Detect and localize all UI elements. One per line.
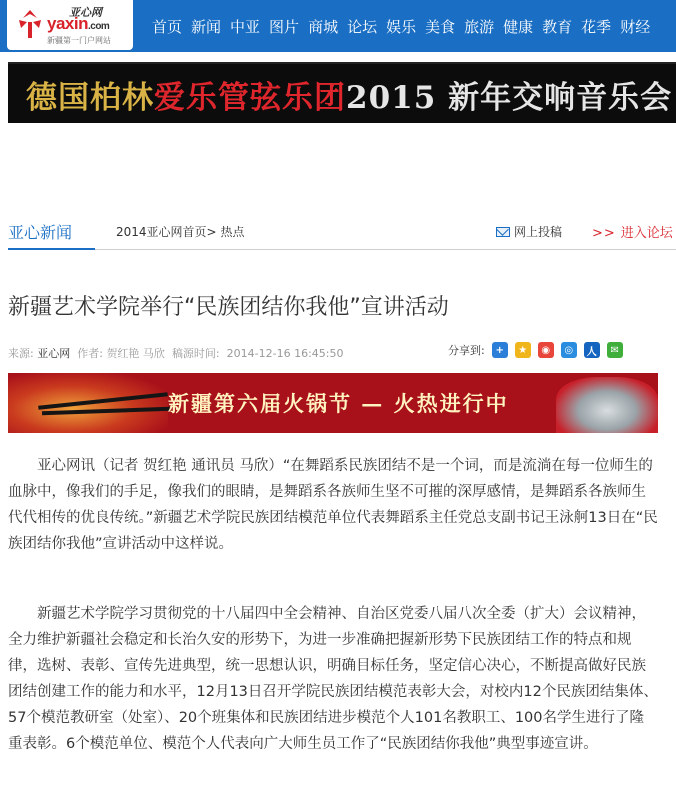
- nav-item-mall[interactable]: 商城: [308, 17, 339, 36]
- article-paragraph-2: 新疆艺术学院学习贯彻党的十八届四中全会精神、自治区党委八届八次全委（扩大）会议精神，全力维护新疆社会稳定和长治久安的形势下，为进一步准确把握新形势下民族团结工作的特点和规律，选树、表彰、宣传先进典型，统一思想认识，明确目标任务，坚定信心决心，不断提高做好民族团结创建工作的能力和水平，12月13日召开学院民族团结模范表彰大会，对校内12个民族团结集体、57个模范教研室（处室）、20个班集体和民族团结进步模范个人101名教职工、100名学生进行了隆重表彰。6个模范单位、模范个人代表向广大师生员工作了“民族团结你我他”典型事迹宣讲。: [8, 606, 658, 752]
- wechat-icon[interactable]: ✉: [607, 342, 623, 358]
- nav-item-central-asia[interactable]: 中亚: [230, 17, 261, 36]
- main-nav: [152, 0, 659, 52]
- hotpot-graphic: [556, 377, 658, 433]
- logo-mark-icon: [15, 8, 45, 40]
- source-value: 亚心网: [37, 347, 71, 360]
- plus-icon[interactable]: +: [492, 342, 508, 358]
- tencent-icon[interactable]: 人: [584, 342, 600, 358]
- top-nav-bar: [0, 0, 676, 52]
- banner-part-2: 爱乐管弦乐团: [154, 80, 346, 116]
- logo-cn-text: 亚心网: [69, 6, 102, 19]
- logo-tagline: 新疆第一门户网站: [47, 36, 111, 45]
- banner-part-3: 2015 新年交响音乐会: [346, 80, 673, 116]
- logo-domain: .com: [87, 21, 110, 32]
- breadcrumb-bar: [8, 212, 676, 250]
- renren-icon[interactable]: ◎: [561, 342, 577, 358]
- nav-item-education[interactable]: 教育: [542, 17, 573, 36]
- nav-item-forum[interactable]: 论坛: [347, 17, 378, 36]
- submit-label: 网上投稿: [514, 225, 563, 239]
- share-bar: [448, 342, 623, 358]
- time-value: 2014-12-16 16:45:50: [226, 347, 344, 360]
- qzone-icon[interactable]: ★: [515, 342, 531, 358]
- nav-item-news[interactable]: 新闻: [191, 17, 222, 36]
- breadcrumb-separator: >: [206, 225, 217, 239]
- article-paragraph-1: 亚心网讯（记者 贺红艳 通讯员 马欣）“在舞蹈系民族团结不是一个词，而是流淌在每一位师生的血脉中，像我们的手足，像我们的眼睛，是舞蹈系各族师生坚不可摧的深厚感情，是舞蹈系各族师生代代相传的优良传统。”新疆艺术学院民族团结模范单位代表舞蹈系主任党总支副书记王泳舸13日在“民族团结你我他”宣讲活动中这样说。: [8, 458, 658, 552]
- time-label: 稿源时间:: [171, 347, 220, 360]
- nav-item-finance[interactable]: 财经: [620, 17, 651, 36]
- section-underline: [8, 248, 95, 250]
- concert-banner-text: [26, 72, 672, 117]
- author-label: 作者:: [77, 347, 103, 360]
- logo-en-text: [47, 14, 109, 34]
- enter-forum-link[interactable]: [592, 222, 673, 241]
- concert-banner-ad[interactable]: [8, 62, 676, 123]
- banner-part-1: 德国柏林: [26, 80, 154, 116]
- nav-item-food[interactable]: 美食: [425, 17, 456, 36]
- article-meta: [8, 345, 343, 361]
- weibo-icon[interactable]: ◉: [538, 342, 554, 358]
- site-logo[interactable]: [7, 0, 133, 50]
- article-title: 新疆艺术学院举行“民族团结你我他”宣讲活动: [8, 295, 449, 320]
- nav-item-pictures[interactable]: 图片: [269, 17, 300, 36]
- breadcrumb-current[interactable]: 热点: [220, 225, 245, 239]
- breadcrumb-home-link[interactable]: 2014亚心网首页: [116, 225, 207, 239]
- forum-label: 进入论坛: [620, 226, 673, 241]
- section-name[interactable]: 亚心新闻: [8, 223, 73, 242]
- share-label: 分享到:: [448, 344, 485, 357]
- nav-item-travel[interactable]: 旅游: [464, 17, 495, 36]
- source-label: 来源:: [8, 347, 34, 360]
- nav-item-youth[interactable]: 花季: [581, 17, 612, 36]
- author-value: 贺红艳 马欣: [106, 347, 165, 360]
- logo-en-word: yaxin: [47, 14, 88, 33]
- nav-item-home[interactable]: 首页: [152, 17, 183, 36]
- nav-item-entertainment[interactable]: 娱乐: [386, 17, 417, 36]
- breadcrumb: [116, 223, 244, 240]
- submit-article-link[interactable]: [496, 223, 562, 240]
- mail-icon: [496, 227, 510, 237]
- hotpot-ad-text: 新疆第六届火锅节 — 火热进行中: [168, 391, 509, 416]
- hotpot-festival-ad[interactable]: [8, 373, 658, 433]
- forum-arrows: >>: [592, 226, 616, 241]
- nav-item-health[interactable]: 健康: [503, 17, 534, 36]
